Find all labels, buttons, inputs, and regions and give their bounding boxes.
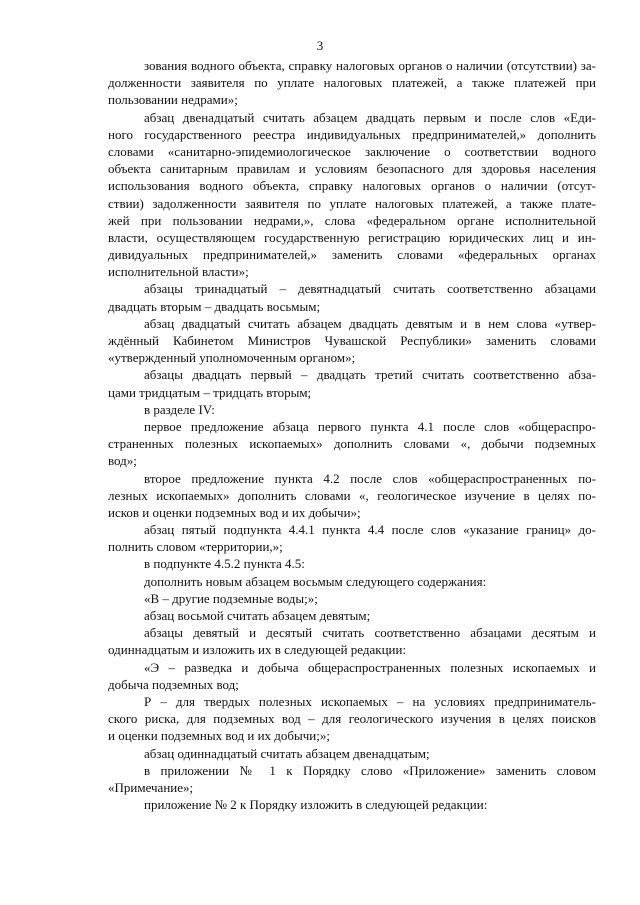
paragraph bbox=[108, 573, 596, 590]
paragraph bbox=[108, 109, 596, 281]
text-line: страненных полезных ископаемых» дополнить словами «, добычи подземных bbox=[108, 436, 596, 452]
text-line: ного государственного реестра индивидуальных предпринимателей,» дополнить bbox=[108, 126, 596, 142]
text-line: зования водного объекта, справку налоговых органов о наличии (отсутствии) за- bbox=[144, 58, 596, 73]
paragraph bbox=[108, 401, 596, 418]
text-line: и оценки подземных вод и их добычи;»; bbox=[108, 728, 330, 744]
paragraph bbox=[108, 418, 596, 470]
text-line: «утвержденный уполномоченным органом»; bbox=[108, 350, 356, 366]
text-line: цами тридцатым – тридцать вторым; bbox=[108, 384, 312, 400]
text-line: вод»; bbox=[108, 453, 137, 469]
text-line: «Примечание»; bbox=[108, 779, 194, 795]
paragraph bbox=[108, 693, 596, 745]
paragraph bbox=[108, 470, 596, 522]
paragraph bbox=[108, 624, 596, 658]
paragraph bbox=[108, 607, 596, 624]
text-line: абзац двенадцатый считать абзацем двадцать первым и после слов «Еди- bbox=[144, 109, 596, 125]
text-line: абзацы тринадцатый – девятнадцатый считать соответственно абзацами bbox=[144, 281, 596, 297]
text-line: пользовании недрами»; bbox=[108, 92, 238, 108]
text-line: дивидуальных предпринимателей,» заменить словами «федеральных органах bbox=[108, 247, 596, 263]
text-line: «Э – разведка и добыча общераспространенных полезных ископаемых и bbox=[144, 659, 596, 675]
text-line: второе предложение пункта 4.2 после слов «общераспространенных по- bbox=[144, 470, 596, 486]
text-line: «В – другие подземные воды;»; bbox=[144, 590, 318, 606]
text-line: полнить словом «территории,»; bbox=[108, 539, 283, 555]
text-line: использования водного объекта, справку налоговых органов о наличии (отсут- bbox=[108, 178, 596, 194]
paragraph bbox=[108, 762, 596, 796]
text-line: одиннадцатым и изложить их в следующей редакции: bbox=[108, 642, 407, 658]
text-line: в разделе IV: bbox=[144, 401, 215, 417]
text-line: ствии) задолженности заявителя по уплате налоговых платежей, а также плате- bbox=[108, 195, 596, 211]
paragraph bbox=[108, 57, 596, 109]
text-line: объекта санитарным правилам и условиям безопасного для здоровья населения bbox=[108, 161, 596, 177]
text-line: первое предложение абзаца первого пункта 4.1 после слов «общераспро- bbox=[144, 418, 596, 434]
text-line: добыча подземных вод; bbox=[108, 676, 239, 692]
text-line: абзац одиннадцатый считать абзацем двенадцатым; bbox=[144, 745, 430, 761]
text-line: двадцать вторым – двадцать восьмым; bbox=[108, 298, 321, 314]
paragraph bbox=[108, 796, 596, 813]
text-line: абзацы двадцать первый – двадцать третий считать соответственно абза- bbox=[144, 367, 596, 383]
text-line: абзац пятый подпункта 4.4.1 пункта 4.4 после слов «указание границ» до- bbox=[144, 522, 596, 538]
text-line: Р – для твердых полезных ископаемых – на условиях предприниматель- bbox=[144, 693, 596, 709]
text-line: абзац двадцатый считать абзацем двадцать девятым и в нем слова «утвер- bbox=[144, 315, 596, 331]
text-line: словами «санитарно-эпидемиологическое заключение о соответствии водного bbox=[108, 143, 596, 159]
document-body bbox=[108, 57, 596, 813]
text-line: ждённый Кабинетом Министров Чувашской Республики» заменить словами bbox=[108, 333, 596, 348]
paragraph bbox=[108, 280, 596, 314]
paragraph bbox=[108, 659, 596, 693]
text-line: долженности заявителя по уплате налоговых платежей, а также платежей при bbox=[108, 75, 596, 91]
text-line: ского риска, для подземных вод – для геологического изучения в целях поисков bbox=[108, 711, 596, 727]
text-line: власти, осуществляющем государственную регистрацию юридических лиц и ин- bbox=[108, 229, 596, 245]
text-line: в подпункте 4.5.2 пункта 4.5: bbox=[144, 556, 305, 572]
paragraph bbox=[108, 315, 596, 367]
text-line: исков и оценки подземных вод и их добычи»; bbox=[108, 504, 361, 520]
text-line: абзац восьмой считать абзацем девятым; bbox=[144, 608, 371, 623]
text-line: лезных ископаемых» дополнить словами «, геологическое изучение в целях по- bbox=[108, 487, 596, 503]
paragraph bbox=[108, 745, 596, 762]
paragraph bbox=[108, 555, 596, 572]
text-line: в приложении № 1 к Порядку слово «Приложение» заменить словом bbox=[144, 762, 596, 778]
text-line: приложение № 2 к Порядку изложить в следующей редакции: bbox=[144, 797, 488, 813]
text-line: жей при пользовании недрами,», слова «федеральном органе исполнительной bbox=[108, 212, 596, 228]
paragraph bbox=[108, 366, 596, 400]
text-line: абзацы девятый и десятый считать соответственно абзацами десятым и bbox=[144, 625, 596, 641]
paragraph bbox=[108, 521, 596, 555]
paragraph bbox=[108, 590, 596, 607]
text-line: дополнить новым абзацем восьмым следующего содержания: bbox=[144, 573, 487, 589]
text-line: исполнительной власти»; bbox=[108, 264, 249, 280]
page-number: 3 bbox=[316, 38, 324, 53]
